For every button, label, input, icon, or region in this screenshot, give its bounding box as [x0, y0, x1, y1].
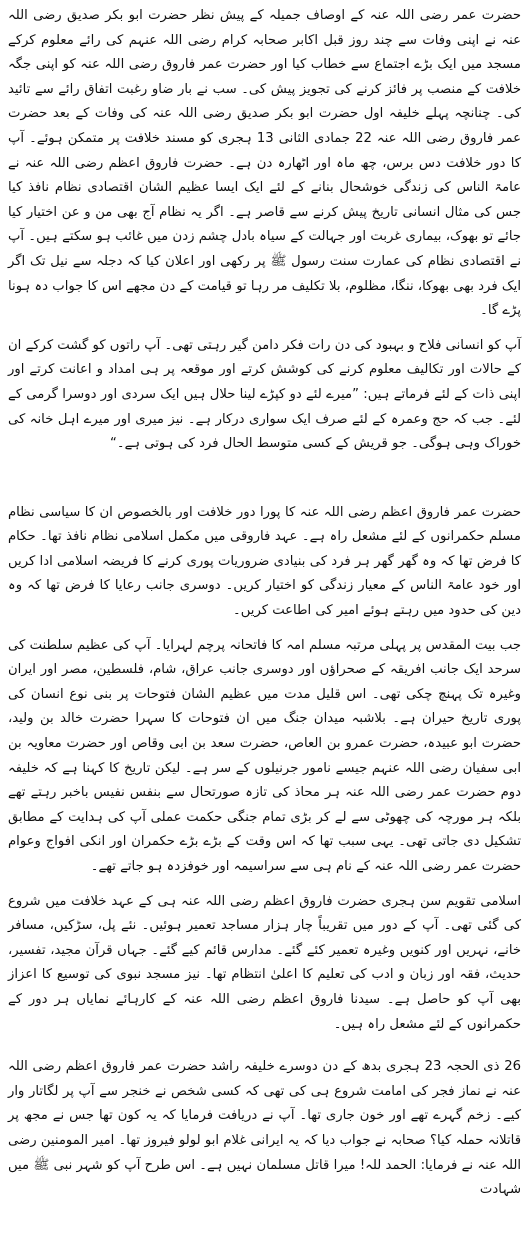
paragraph-welfare: آپ کو انسانی فلاح و بہبود کی دن رات فکر دامن گیر رہتی تھی۔ آپ راتوں کو گشت کرکے ان کے حالات اور تکالیف معلوم کرنے کی کوشش کرتے اور موقعہ پر ہی امداد و اعانت کرتے اور اپنی ذات کے لئے فرماتے ہیں: ”میرے لئے دو کپڑے لینا حلال ہیں ایک سردی اور دوسرا گرمی کے لئے۔ جب کہ حج وعمرہ کے لئے صرف ایک سواری درکار ہے۔ نیز میری اور میرے اہل خانہ کی خوراک وہی ہوگی۔ جو قریش کے کسی متوسط الحال فرد کی ہوتی ہے۔“ [8, 337, 521, 452]
paragraph-political-system: حضرت عمر فاروق اعظم رضی اللہ عنہ کا پورا دور خلافت اور بالخصوص ان کا سیاسی نظام مسلم حکمرانوں کے لئے مشعل راہ ہے۔ عہد فاروقی میں مکمل اسلامی نظام نافذ تھا۔ حکام کا فرض تھا کہ وہ گھر گھر ہر فرد کی بنیادی ضروریات پوری کرنے کا فریضہ اسلامی ادا کریں اور خود عامۃ الناس کے معیار زندگی کو اختیار کریں۔ دوسری جانب رعایا کا فرض تھا کہ وہ دین کی حدود میں رہتے ہوئے امیر کی اطاعت کریں۔ [8, 504, 521, 619]
paragraph-caliphate-appointment: حضرت عمر رضی اللہ عنہ کے اوصاف جمیلہ کے پیش نظر حضرت ابو بکر صدیق رضی اللہ عنہ نے اپنی وفات سے چند روز قبل اکابر صحابہ کرام رضی اللہ عنہم کی رائے معلوم کرکے مسجد میں ایک بڑے اجتماع سے خطاب کیا اور حضرت عمر فاروق رضی اللہ عنہ کو اپنی جگہ خلافت کے منصب پر فائز کرنے کی تجویز پیش کی۔ سب نے بار ضاو رغبت اتفاق رائے سے تائید کی۔ چنانچہ پہلے خلیفہ اول حضرت ابو بکر صدیق رضی اللہ عنہ کی وفات کے بعد حضرت عمر فاروق رضی اللہ عنہ 22 جمادی الثانی 13 ہجری کو مسند خلافت پر متمکن ہوئے۔ آپ کا دور خلافت دس برس، چھ ماہ اور اٹھارہ دن ہے۔ حضرت فاروق اعظم رضی اللہ عنہ نے عامۃ الناس کی زندگی خوشحال بنانے کے لئے ایک ایسا عظیم الشان اقتصادی نظام نافذ کیا جس کی مثال انسانی تاریخ پیش کرنے سے قاصر ہے۔ اگر یہ نظام آج بھی من و عن اختیار کیا جائے تو بھوک، بیماری غربت اور جہالت کے سیاہ بادل چشم زدن میں غائب ہو سکتے ہیں۔ آپ نے اقتصادی نظام کی عمارت سنت رسول ﷺ پر رکھی اور اعلان کیا کہ دجلہ سے نیل تک اگر ایک فرد بھی بھوکا، ننگا، مظلوم، بلا تکلیف مر رہا تو قیامت کے دن مجھے اس کا جواب دہ ہونا پڑے گا۔ [8, 8, 522, 319]
paragraph-martyrdom: 26 ذی الحجہ 23 ہجری بدھ کے دن دوسرے خلیفہ راشد حضرت عمر فاروق اعظم رضی اللہ عنہ نے نماز فجر کی امامت شروع ہی کی تھی کہ کسی شخص نے خنجر سے آپ پر لگاتار وار کیے۔ زخم گہرے تھے اور خون جاری تھا۔ آپ نے دریافت فرمایا کہ یہ کون تھا جس نے مجھ پر قاتلانہ حملہ کیا؟ صحابہ نے جواب دیا کہ یہ ایرانی غلام ابو لولو فیروز تھا۔ امیر المومنین رضی اللہ عنہ نے فرمایا: الحمد للہ! میرا قاتل مسلمان نہیں ہے۔ اس طرح آپ کو شہر نبی ﷺ میں شہادت [8, 1059, 521, 1198]
paragraph-public-works: اسلامی تقویم سن ہجری حضرت فاروق اعظم رضی اللہ عنہ ہی کے عہد خلافت میں شروع کی گئی تھی۔ آپ کے دور میں تقریباً چار ہزار مساجد تعمیر ہوئیں۔ نئے پل، سڑکیں، مسافر خانے، نہریں اور کنویں وغیرہ تعمیر کئے گئے۔ مدارس قائم کیے گئے۔ جہاں قرآن مجید، تفسیر، حدیث، فقہ اور زبان و ادب کی تعلیم کا اعلیٰ انتظام تھا۔ نیز مسجد نبوی کی توسیع کا اعزاز بھی آپ کو حاصل ہے۔ سیدنا فاروق اعظم رضی اللہ عنہ کے کارہائے نمایاں ہر دور کے حکمرانوں کے لئے مشعل راہ ہیں۔ [8, 893, 521, 1032]
paragraph-conquests: جب بیت المقدس پر پہلی مرتبہ مسلم امہ کا فاتحانہ پرچم لہرایا۔ آپ کی عظیم سلطنت کی سرحد ایک جانب افریقہ کے صحراؤں اور دوسری جانب عراق، شام، فلسطین، مصر اور ایران وغیرہ تک پہنچ چکی تھی۔ اس قلیل مدت میں عظیم الشان فتوحات پر بنی نوع انسان کی پوری تاریخ حیران ہے۔ بلاشبہ میدان جنگ میں ان فتوحات کا سہرا حضرت خالد بن ولید، حضرت ابو عبیدہ، حضرت عمرو بن العاص، حضرت سعد بن ابی وقاص اور حضرت معاویہ بن ابی سفیان رضی اللہ عنہم جیسے نامور جرنیلوں کے سر ہے۔ لیکن تاریخ کا کہنا ہے کہ خلیفہ دوم حضرت عمر رضی اللہ عنہ ہر محاذ کی تازہ صورتحال سے بنفس نفیس باخبر رہتے تھے بلکہ ہر مورچہ کی چھوٹی سے لے کر بڑی تمام جنگی حکمت عملی آپ کی ہدایت کے مطابق تشکیل دی جاتی تھی۔ یہی سبب تھا کہ اس وقت کے بڑے بڑے حکمران اور انکی افواج وعوام حضرت عمر رضی اللہ عنہ کے نام ہی سے سراسیمہ اور خوفزدہ ہو جاتے تھے۔ [8, 637, 521, 874]
